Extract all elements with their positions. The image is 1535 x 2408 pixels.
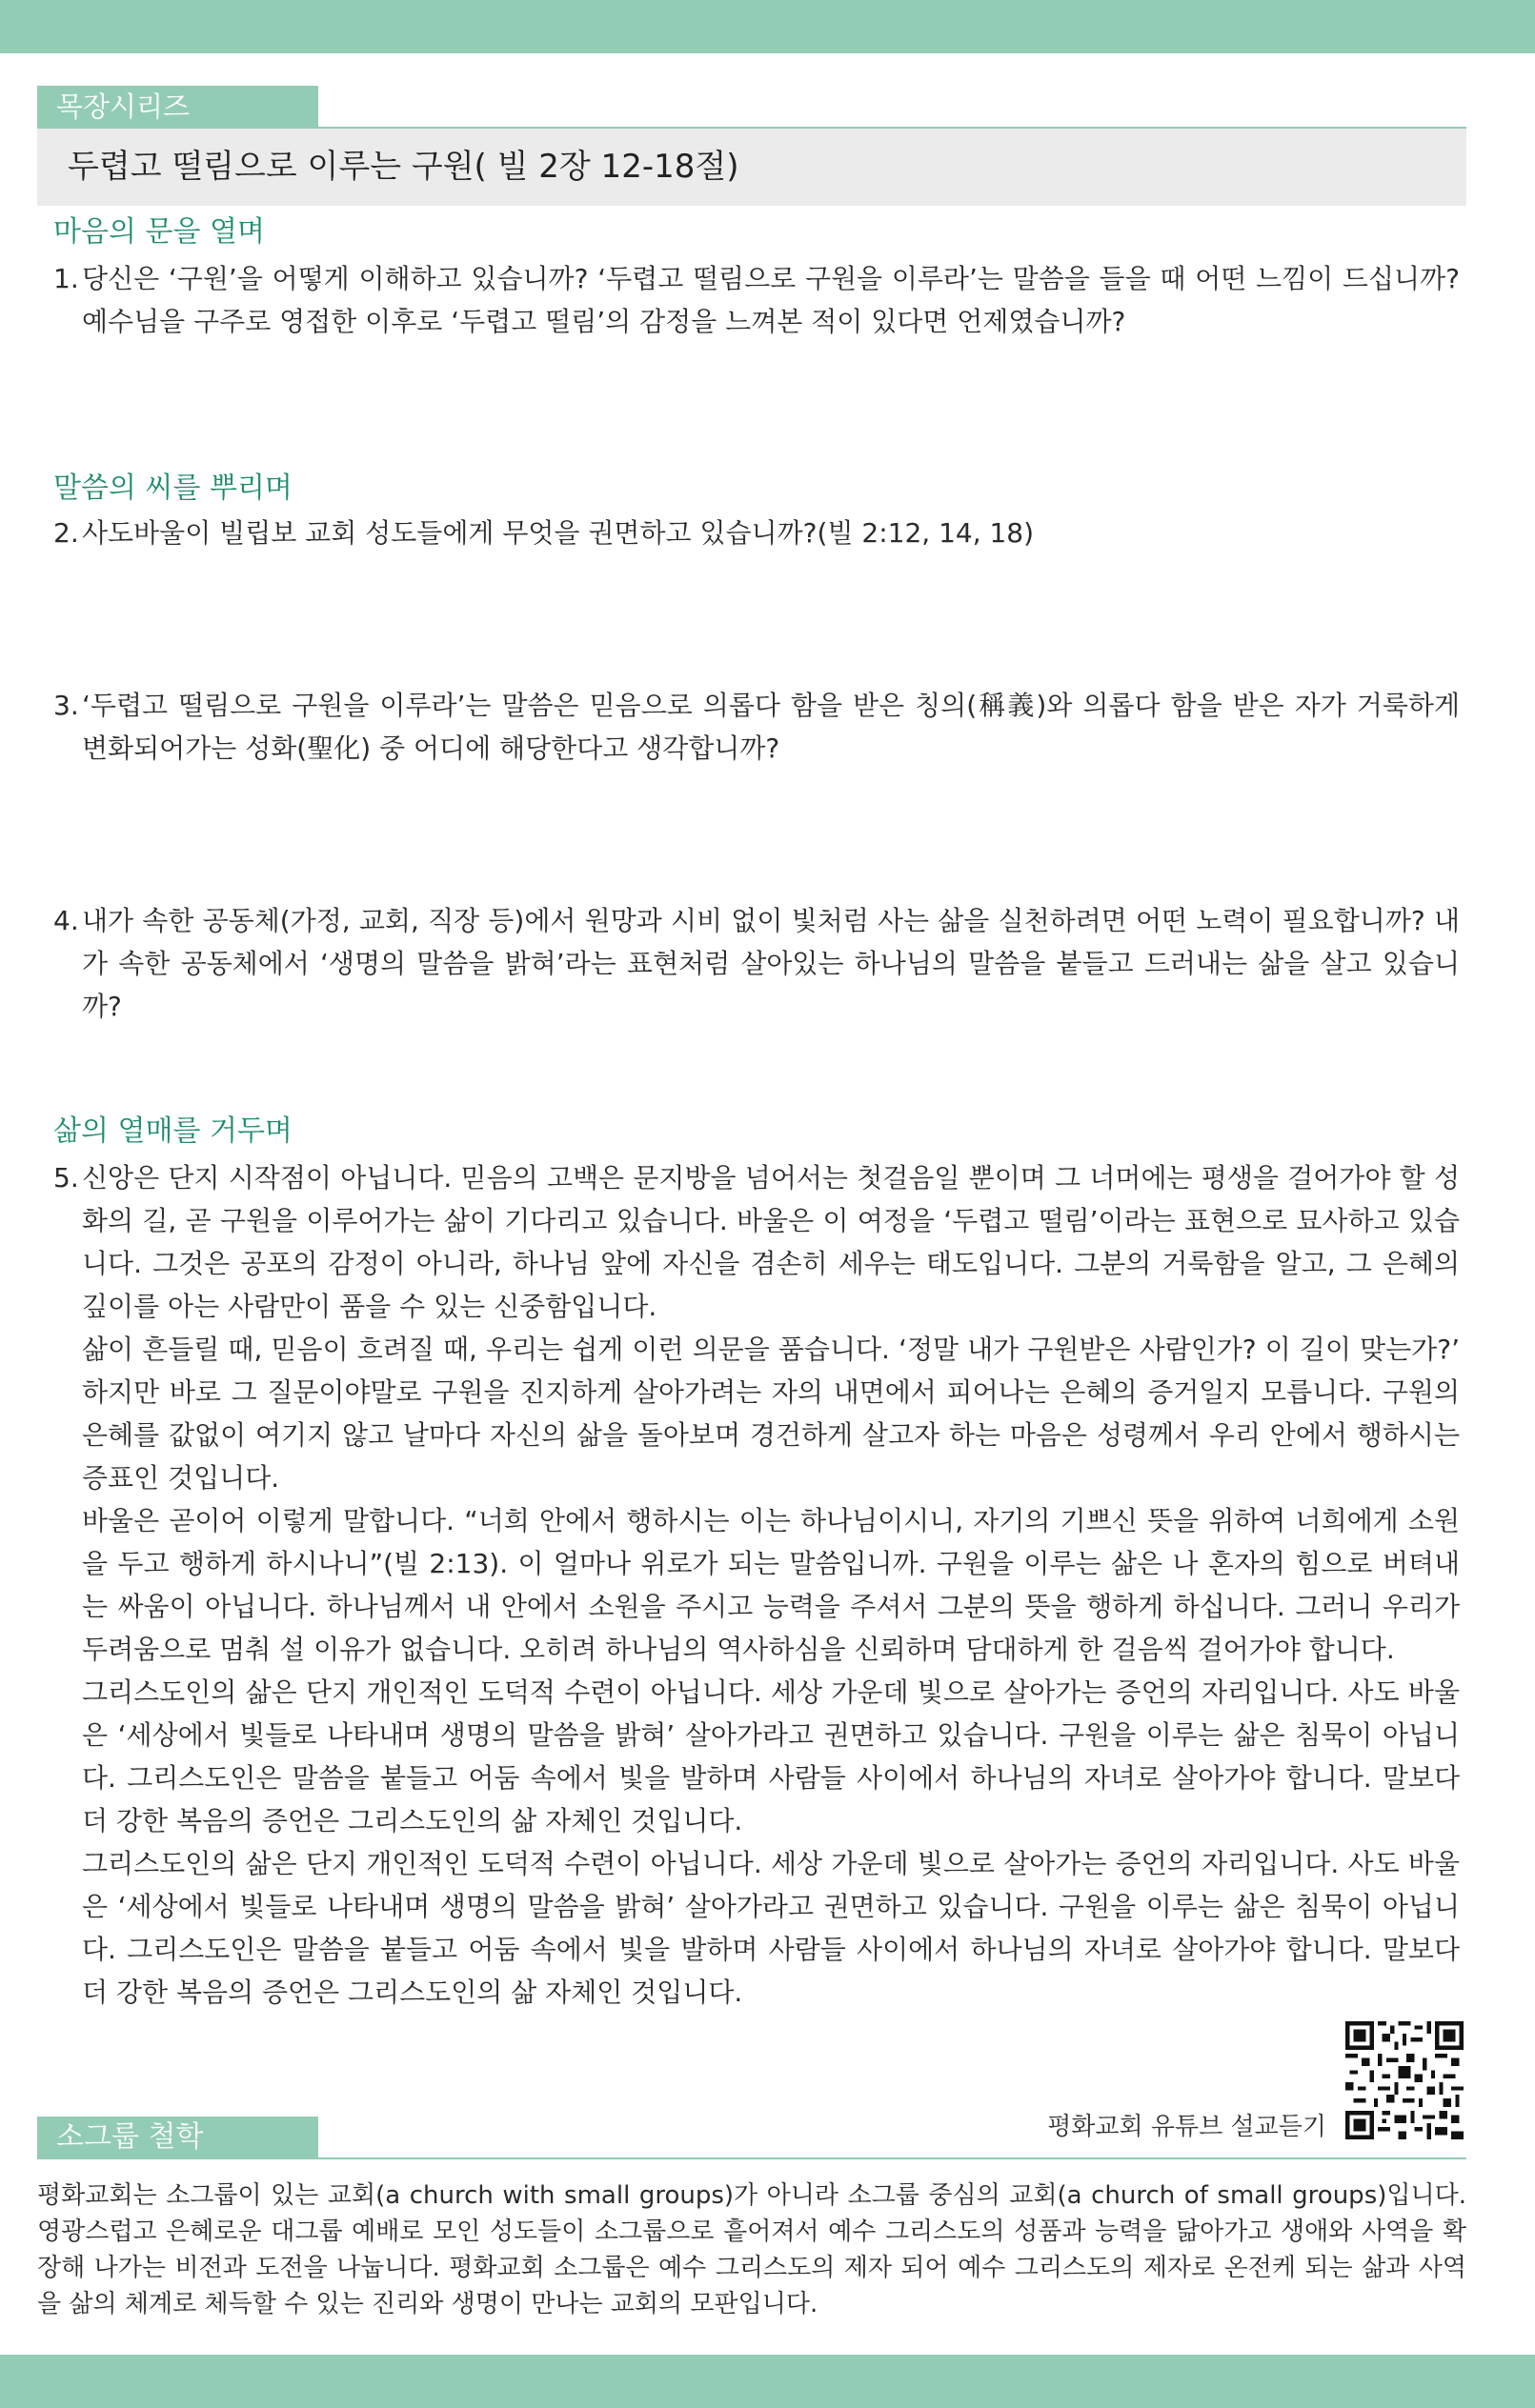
page-title: 두렵고 떨림으로 이루는 구원( 빌 2장 12-18절) [37,129,1466,206]
reflection-paragraph: 신앙은 단지 시작점이 아닙니다. 믿음의 고백은 문지방을 넘어서는 첫걸음일 뿐이며 그 너머에는 평생을 걸어가야 할 성화의 길, 곧 구원을 이루어가는 삶이 기다리고 있습니다. 바울은 이 여정을 ‘두렵고 떨림’이라는 표현으로 묘사하고 있습니다. 그것은 공포의 감정이 아니라, 하나님 앞에 자신을 겸손히 세우는 태도입니다. 그분의 거룩함을 알고, 그 은혜의 깊이를 아는 사람만이 품을 수 있는 신중함입니다. [82,1162,1460,1322]
reflection-5 [53,1156,1460,2014]
question-number: 2. [53,517,79,549]
reflection-paragraph: 삶이 흔들릴 때, 믿음이 흐려질 때, 우리는 쉽게 이런 의문을 품습니다. ‘정말 내가 구원받은 사람인가? 이 길이 맞는가?’ 하지만 바로 그 질문이야말로 구원을 진지하게 살아가려는 자의 내면에서 피어나는 은혜의 증거일지 모릅니다. 구원의 은혜를 값없이 여기지 않고 날마다 자신의 삶을 돌아보며 경건하게 살고자 하는 마음은 성령께서 우리 안에서 행하시는 증표인 것입니다. [82,1334,1460,1494]
series-label: 목장시리즈 [37,86,318,128]
question-number: 5. [53,1162,79,1194]
question-text: 내가 속한 공동체(가정, 교회, 직장 등)에서 원망과 시비 없이 빛처럼 사는 삶을 실천하려면 어떤 노력이 필요합니까? 내가 속한 공동체에서 ‘생명의 말씀을 밝혀’라는 표현처럼 살아있는 하나님의 말씀을 붙들고 드러내는 삶을 살고 있습니까? [82,905,1460,1022]
question-4 [53,899,1460,1028]
section-heading-open: 마음의 문을 열며 [53,215,265,249]
section-heading-seed: 말씀의 씨를 뿌리며 [53,472,293,505]
question-1 [53,257,1460,343]
bottom-accent-bar [0,2355,1535,2408]
reflection-paragraph: 바울은 곧이어 이렇게 말합니다. “너희 안에서 행하시는 이는 하나님이시니, 자기의 기쁘신 뜻을 위하여 너희에게 소원을 두고 행하게 하시나니”(빌 2:13). 이 얼마나 위로가 되는 말씀입니까. 구원을 이루는 삶은 나 혼자의 힘으로 버텨내는 싸움이 아닙니다. 하나님께서 내 안에서 소원을 주시고 능력을 주셔서 그분의 뜻을 행하게 하십니다. 그러니 우리가 두려움으로 멈춰 설 이유가 없습니다. 오히려 하나님의 역사하심을 신뢰하며 담대하게 한 걸음씩 걸어가야 합니다. [82,1505,1460,1665]
question-2 [53,512,1460,554]
question-text: 당신은 ‘구원’을 어떻게 이해하고 있습니까? ‘두렵고 떨림으로 구원을 이루라’는 말씀을 들을 때 어떤 느낌이 드십니까? 예수님을 구주로 영접한 이후로 ‘두렵고 떨림’의 감정을 느껴본 적이 있다면 언제였습니까? [82,263,1460,337]
section-heading-harvest: 삶의 열매를 거두며 [53,1114,293,1148]
philosophy-text: 평화교회는 소그룹이 있는 교회(a church with small groups)가 아니라 소그룹 중심의 교회(a church of small groups)입니다. 영광스럽고 은혜로운 대그룹 예배로 모인 성도들이 소그룹으로 흩어져서 예수 그리스도의 성품과 능력을 닮아가고 생애와 사역을 확장해 나가는 비전과 도전을 나눕니다. 평화교회 소그룹은 예수 그리스도의 제자 되어 예수 그리스도의 제자로 온전케 되는 삶과 사역을 삶의 체계로 체득할 수 있는 진리와 생명이 만나는 교회의 모판입니다. [37,2181,1466,2318]
qr-caption: 평화교회 유튜브 설교듣기 [1047,2113,1326,2141]
question-number: 3. [53,690,79,721]
question-3 [53,684,1460,770]
philosophy-label: 소그룹 철학 [37,2117,318,2158]
reflection-paragraph: 그리스도인의 삶은 단지 개인적인 도덕적 수련이 아닙니다. 세상 가운데 빛으로 살아가는 증언의 자리입니다. 사도 바울은 ‘세상에서 빛들로 나타내며 생명의 말씀을 밝혀’ 살아가라고 권면하고 있습니다. 구원을 이루는 삶은 침묵이 아닙니다. 그리스도인은 말씀을 붙들고 어둠 속에서 빛을 발하며 사람들 사이에서 하나님의 자녀로 살아가야 합니다. 말보다 더 강한 복음의 증언은 그리스도인의 삶 자체인 것입니다. [82,1676,1460,1836]
question-text: ‘두렵고 떨림으로 구원을 이루라’는 말씀은 믿음으로 의롭다 함을 받은 칭의(稱義)와 의롭다 함을 받은 자가 거룩하게 변화되어가는 성화(聖化) 중 어디에 해당한다고 생각합니까? [82,690,1460,764]
youtube-qr-code[interactable] [1345,2021,1464,2139]
question-number: 1. [53,263,79,294]
question-number: 4. [53,905,79,936]
reflection-paragraph: 그리스도인의 삶은 단지 개인적인 도덕적 수련이 아닙니다. 세상 가운데 빛으로 살아가는 증언의 자리입니다. 사도 바울은 ‘세상에서 빛들로 나타내며 생명의 말씀을 밝혀’ 살아가라고 권면하고 있습니다. 구원을 이루는 삶은 침묵이 아닙니다. 그리스도인은 말씀을 붙들고 어둠 속에서 빛을 발하며 사람들 사이에서 하나님의 자녀로 살아가야 합니다. 말보다 더 강한 복음의 증언은 그리스도인의 삶 자체인 것입니다. [82,1848,1460,2008]
question-text: 사도바울이 빌립보 교회 성도들에게 무엇을 권면하고 있습니까?(빌 2:12, 14, 18) [82,517,1035,549]
philosophy-divider [37,2157,1466,2159]
top-accent-bar [0,0,1535,53]
